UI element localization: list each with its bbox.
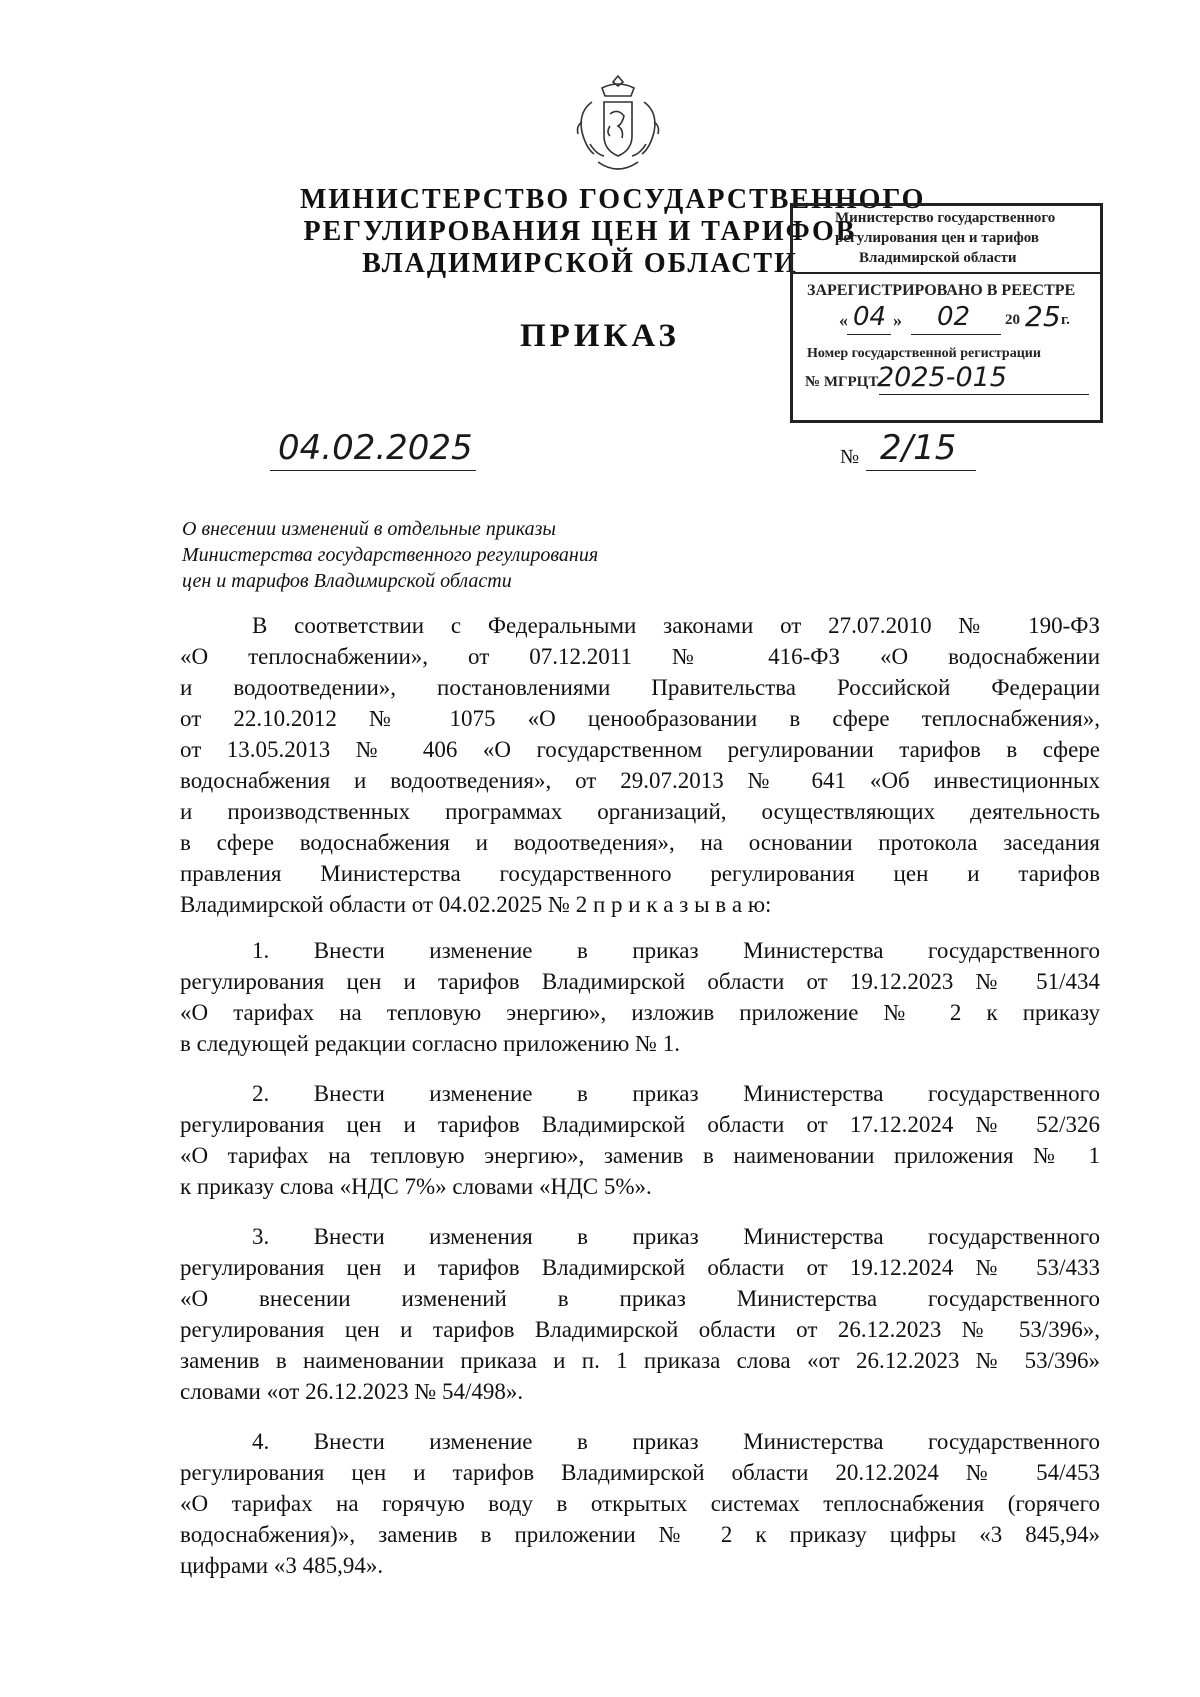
stamp-reg-number-label: Номер государственной регистрации bbox=[807, 346, 1041, 361]
item-line: «О внесении изменений в приказ Министерства государственного bbox=[180, 1286, 1100, 1311]
stamp-month-handwritten: 02 bbox=[937, 302, 971, 332]
preamble-line: и водоотведении», постановлениями Правительства Российской Федерации bbox=[180, 675, 1100, 700]
item-line: к приказу слова «НДС 7%» словами «НДС 5%». bbox=[180, 1174, 652, 1199]
stamp-day-underline bbox=[847, 334, 891, 335]
order-date-handwritten: 04.02.2025 bbox=[278, 428, 473, 468]
stamp-ministry-line3: Владимирской области bbox=[859, 250, 1017, 266]
item-line: регулирования цен и тарифов Владимирской области от 19.12.2023 № 51/434 bbox=[180, 969, 1100, 994]
org-name-line1: МИНИСТЕРСТВО ГОСУДАРСТВЕННОГО bbox=[300, 184, 926, 215]
item-line: регулирования цен и тарифов Владимирской области от 17.12.2024 № 52/326 bbox=[180, 1112, 1100, 1137]
preamble-paragraph bbox=[180, 610, 1100, 920]
item-line: 3. Внести изменения в приказ Министерства государственного bbox=[252, 1224, 1100, 1249]
item-line: регулирования цен и тарифов Владимирской области 20.12.2024 № 54/453 bbox=[180, 1460, 1100, 1485]
stamp-reg-prefix: № МГРЦТ bbox=[805, 374, 879, 390]
order-date-underline bbox=[270, 470, 476, 471]
stamp-year-unit: г. bbox=[1061, 312, 1070, 328]
item-line: регулирования цен и тарифов Владимирской области от 19.12.2024 № 53/433 bbox=[180, 1255, 1100, 1280]
subject-line1: О внесении изменений в отдельные приказы bbox=[182, 518, 556, 540]
org-name-line2: РЕГУЛИРОВАНИЯ ЦЕН И ТАРИФОВ bbox=[303, 216, 857, 247]
item-line: 2. Внести изменение в приказ Министерства государственного bbox=[252, 1081, 1100, 1106]
item-line: «О тарифах на горячую воду в открытых системах теплоснабжения (горячего bbox=[180, 1491, 1100, 1516]
item-line: словами «от 26.12.2023 № 54/498». bbox=[180, 1379, 524, 1404]
registration-stamp bbox=[790, 203, 1103, 423]
order-number-label: № bbox=[840, 446, 860, 468]
stamp-reg-number-handwritten: 2025-015 bbox=[877, 362, 1007, 393]
item-line: регулирования цен и тарифов Владимирской области от 26.12.2023 № 53/396», bbox=[180, 1317, 1100, 1342]
org-name-line3: ВЛАДИМИРСКОЙ ОБЛАСТИ bbox=[362, 248, 798, 279]
preamble-line: от 13.05.2013 № 406 «О государственном регулировании тарифов в сфере bbox=[180, 737, 1100, 762]
order-item-3 bbox=[180, 1221, 1100, 1407]
subject-line2: Министерства государственного регулирования bbox=[182, 544, 599, 566]
preamble-line: «О теплоснабжении», от 07.12.2011 № 416-ФЗ «О водоснабжении bbox=[180, 644, 1100, 669]
subject-line3: цен и тарифов Владимирской области bbox=[182, 570, 512, 592]
order-item-2 bbox=[180, 1078, 1100, 1202]
stamp-day-handwritten: 04 bbox=[853, 302, 887, 332]
preamble-line: Владимирской области от 04.02.2025 № 2 п р и к а з ы в а ю: bbox=[180, 892, 772, 917]
stamp-year-handwritten: 25 bbox=[1025, 300, 1061, 333]
item-line: «О тарифах на тепловую энергию», изложив приложение № 2 к приказу bbox=[180, 1000, 1100, 1025]
stamp-registered-label: ЗАРЕГИСТРИРОВАНО В РЕЕСТРЕ bbox=[807, 282, 1076, 299]
item-line: в следующей редакции согласно приложению № 1. bbox=[180, 1031, 680, 1056]
item-line: 1. Внести изменение в приказ Министерства государственного bbox=[252, 938, 1100, 963]
stamp-ministry-line2: регулирования цен и тарифов bbox=[835, 230, 1039, 246]
item-line: водоснабжения)», заменив в приложении № 2 к приказу цифры «3 845,94» bbox=[180, 1522, 1100, 1547]
order-number-handwritten: 2/15 bbox=[880, 428, 957, 468]
stamp-ministry-line1: Министерство государственного bbox=[835, 210, 1056, 226]
preamble-line: водоснабжения и водоотведения», от 29.07.2013 № 641 «Об инвестиционных bbox=[180, 768, 1100, 793]
order-item-1 bbox=[180, 935, 1100, 1059]
coat-of-arms-icon bbox=[572, 72, 664, 176]
stamp-open-quote: « bbox=[839, 310, 848, 330]
preamble-line: и производственных программах организаций, осуществляющих деятельность bbox=[180, 799, 1100, 824]
preamble-line: от 22.10.2012 № 1075 «О ценообразовании в сфере теплоснабжения», bbox=[180, 706, 1100, 731]
stamp-year-prefix: 20 bbox=[1005, 312, 1020, 328]
item-line: цифрами «3 485,94». bbox=[180, 1553, 384, 1578]
item-line: 4. Внести изменение в приказ Министерства государственного bbox=[252, 1429, 1100, 1454]
order-item-4 bbox=[180, 1426, 1100, 1581]
preamble-line: в сфере водоснабжения и водоотведения», на основании протокола заседания bbox=[180, 830, 1100, 855]
order-number-underline bbox=[866, 470, 976, 471]
item-line: «О тарифах на тепловую энергию», заменив в наименовании приложения № 1 bbox=[180, 1143, 1100, 1168]
item-line: заменив в наименовании приказа и п. 1 приказа слова «от 26.12.2023 № 53/396» bbox=[180, 1348, 1100, 1373]
preamble-line: правления Министерства государственного регулирования цен и тарифов bbox=[180, 861, 1100, 886]
preamble-line: В соответствии с Федеральными законами от 27.07.2010 № 190-ФЗ bbox=[252, 613, 1100, 638]
document-type-title: ПРИКАЗ bbox=[520, 318, 680, 354]
stamp-month-underline bbox=[911, 334, 1001, 335]
stamp-divider bbox=[793, 272, 1100, 274]
stamp-close-quote: » bbox=[893, 310, 902, 330]
stamp-reg-underline bbox=[879, 394, 1089, 395]
